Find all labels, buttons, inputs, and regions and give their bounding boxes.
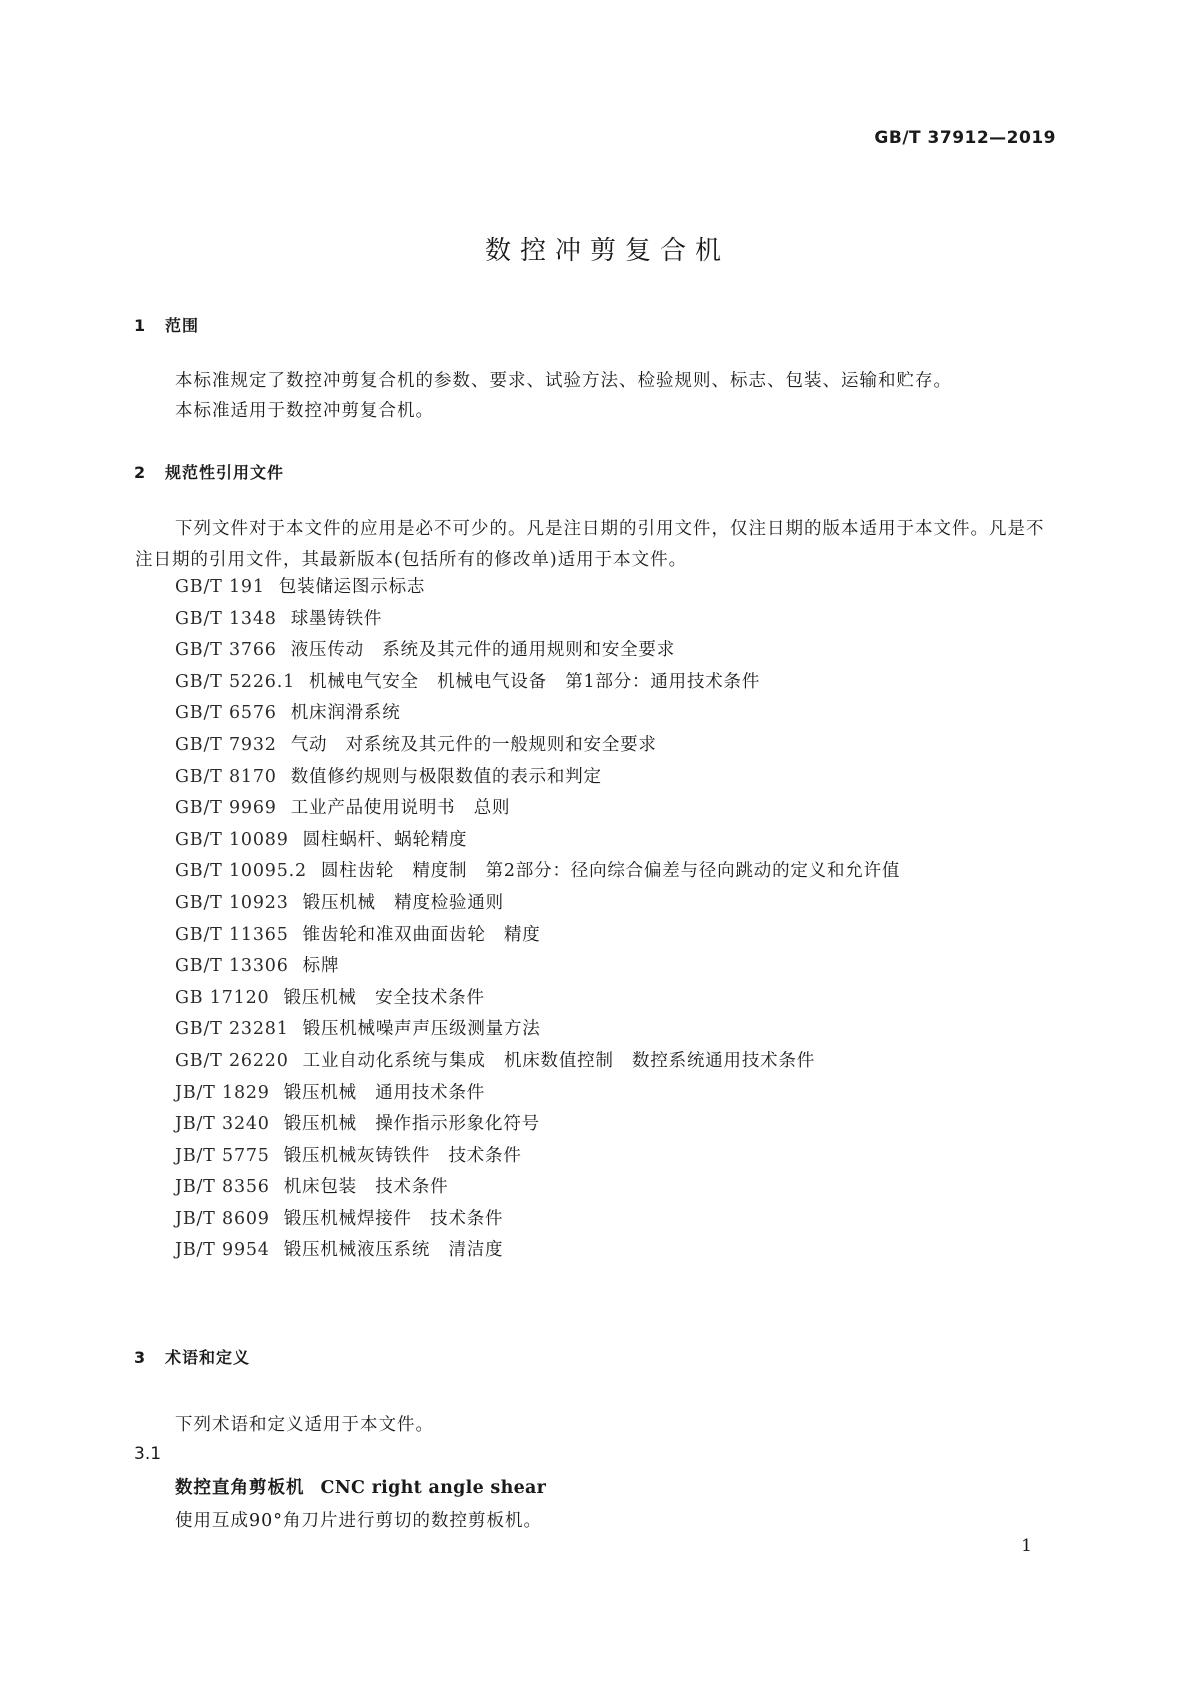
reference-title: 锻压机械 通用技术条件 <box>283 1082 486 1103</box>
reference-item <box>175 1078 900 1110</box>
reference-item <box>175 1235 900 1267</box>
scope-paragraph-1: 本标准规定了数控冲剪复合机的参数、要求、试验方法、检验规则、标志、包装、运输和贮存。 <box>175 371 952 391</box>
reference-title: 机床润滑系统 <box>290 703 401 724</box>
reference-title: 机械电气安全 机械电气设备 第1部分：通用技术条件 <box>309 671 761 692</box>
reference-code: GB/T 23281 <box>175 1019 289 1040</box>
reference-code: GB/T 191 <box>175 577 265 597</box>
page-number: 1 <box>1021 1536 1032 1556</box>
reference-title: 机床包装 技术条件 <box>283 1177 449 1198</box>
reference-item <box>175 1204 900 1236</box>
reference-item <box>175 1172 900 1204</box>
reference-code: JB/T 8609 <box>175 1208 270 1229</box>
section-heading-normative-references <box>134 460 284 483</box>
section-number: 1 <box>134 316 147 335</box>
reference-title: 圆柱齿轮 精度制 第2部分：径向综合偏差与径向跳动的定义和允许值 <box>320 861 901 882</box>
reference-title: 圆柱蜗杆、蜗轮精度 <box>302 829 468 850</box>
reference-code: GB 17120 <box>175 987 270 1008</box>
reference-code: JB/T 1829 <box>175 1082 270 1103</box>
reference-title: 数值修约规则与极限数值的表示和判定 <box>290 766 602 787</box>
reference-item <box>175 856 900 888</box>
reference-code: JB/T 5775 <box>175 1145 270 1166</box>
reference-code: GB/T 10923 <box>175 892 289 913</box>
reference-item <box>175 667 900 699</box>
reference-title: 工业产品使用说明书 总则 <box>290 798 511 819</box>
reference-item <box>175 951 900 983</box>
section-heading-terms <box>134 1345 250 1368</box>
reference-item <box>175 888 900 920</box>
standard-code: GB/T 37912—2019 <box>874 128 1056 148</box>
document-title: 数控冲剪复合机 <box>484 236 730 266</box>
section-number: 2 <box>134 463 147 482</box>
section-title: 规范性引用文件 <box>165 463 285 482</box>
reference-item <box>175 1109 900 1141</box>
term-name-en: CNC right angle shear <box>320 1478 547 1498</box>
reference-item <box>175 920 900 952</box>
reference-code: GB/T 10089 <box>175 829 289 850</box>
reference-title: 锻压机械 操作指示形象化符号 <box>283 1114 540 1135</box>
reference-title: 锻压机械 安全技术条件 <box>283 987 485 1008</box>
section-number: 3 <box>134 1348 147 1367</box>
reference-list <box>175 577 901 1267</box>
reference-title: 液压传动 系统及其元件的通用规则和安全要求 <box>290 640 676 661</box>
reference-code: GB/T 13306 <box>175 956 289 977</box>
section-title: 范围 <box>165 316 200 335</box>
reference-title: 锻压机械液压系统 清洁度 <box>283 1240 504 1261</box>
term-number: 3.1 <box>134 1444 162 1464</box>
section-title: 术语和定义 <box>165 1348 251 1367</box>
reference-code: GB/T 7932 <box>175 734 277 755</box>
reference-code: GB/T 9969 <box>175 798 277 819</box>
reference-title: 锻压机械焊接件 技术条件 <box>283 1208 504 1229</box>
reference-title: 锻压机械 精度检验通则 <box>302 892 504 913</box>
reference-item <box>175 730 900 762</box>
reference-item <box>175 1046 900 1078</box>
reference-title: 工业自动化系统与集成 机床数值控制 数控系统通用技术条件 <box>302 1050 816 1071</box>
reference-code: GB/T 11365 <box>175 924 289 945</box>
reference-code: GB/T 3766 <box>175 640 277 661</box>
reference-title: 包装储运图示标志 <box>278 577 426 597</box>
reference-item <box>175 793 900 825</box>
reference-title: 标牌 <box>302 956 340 977</box>
reference-code: GB/T 10095.2 <box>175 861 307 882</box>
terms-intro: 下列术语和定义适用于本文件。 <box>175 1415 434 1435</box>
reference-item <box>175 1141 900 1173</box>
reference-code: GB/T 26220 <box>175 1050 289 1071</box>
reference-item <box>175 698 900 730</box>
reference-code: JB/T 3240 <box>175 1114 270 1135</box>
references-intro: 下列文件对于本文件的应用是必不可少的。凡是注日期的引用文件，仅注日期的版本适用于本文件。凡是不注日期的引用文件，其最新版本(包括所有的修改单)适用于本文件。 <box>135 519 1045 570</box>
reference-item <box>175 762 900 794</box>
scope-paragraph-2: 本标准适用于数控冲剪复合机。 <box>175 401 434 421</box>
reference-code: GB/T 8170 <box>175 766 277 787</box>
reference-title: 气动 对系统及其元件的一般规则和安全要求 <box>290 734 657 755</box>
reference-item <box>175 635 900 667</box>
section-heading-scope <box>134 313 199 336</box>
reference-title: 锥齿轮和准双曲面齿轮 精度 <box>302 924 541 945</box>
reference-item <box>175 604 900 636</box>
reference-code: JB/T 9954 <box>175 1240 270 1261</box>
reference-code: GB/T 1348 <box>175 608 277 629</box>
term-name-zh: 数控直角剪板机 <box>175 1478 305 1498</box>
reference-item <box>175 983 900 1015</box>
reference-title: 锻压机械灰铸铁件 技术条件 <box>283 1145 522 1166</box>
reference-title: 锻压机械噪声声压级测量方法 <box>302 1019 541 1040</box>
reference-item <box>175 1014 900 1046</box>
reference-title: 球墨铸铁件 <box>290 608 383 629</box>
term-definition: 使用互成90°角刀片进行剪切的数控剪板机。 <box>175 1511 543 1531</box>
term-name <box>175 1474 546 1499</box>
reference-code: JB/T 8356 <box>175 1177 270 1198</box>
reference-item <box>175 572 900 604</box>
reference-code: GB/T 5226.1 <box>175 671 296 692</box>
reference-item <box>175 825 900 857</box>
reference-code: GB/T 6576 <box>175 703 277 724</box>
